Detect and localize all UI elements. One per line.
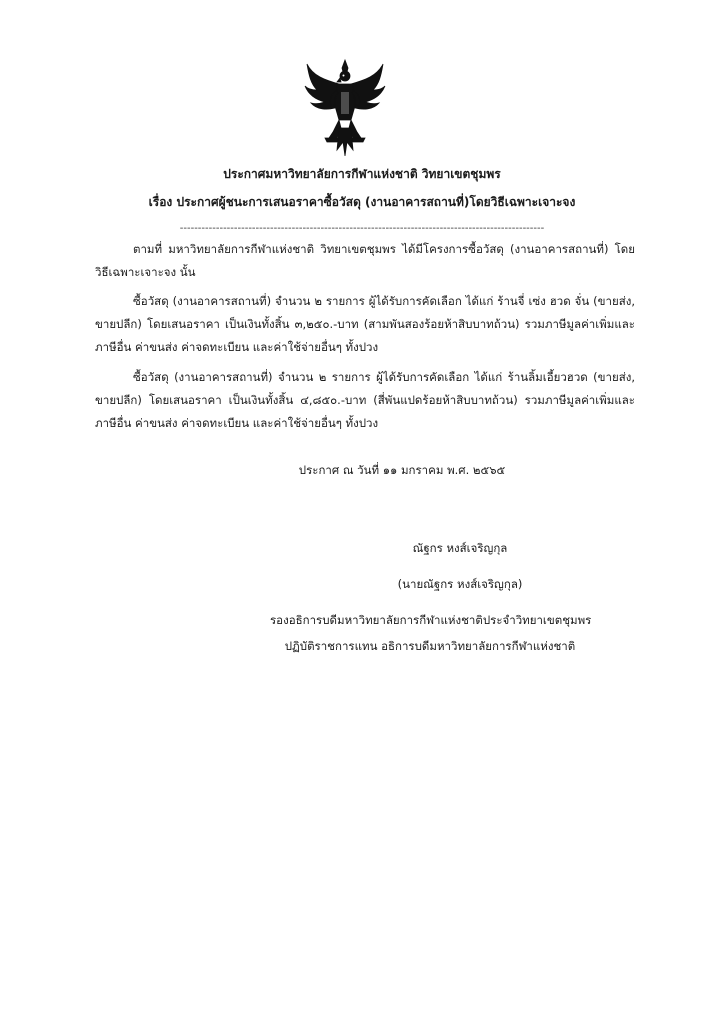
announcement-title: ประกาศมหาวิทยาลัยการกีฬาแห่งชาติ วิทยาเขตชุมพร bbox=[223, 167, 501, 181]
announcement-subject: เรื่อง ประกาศผู้ชนะการเสนอราคาซื้อวัสดุ (งานอาคารสถานที่)โดยวิธีเฉพาะเจาะจง bbox=[148, 195, 576, 209]
separator-line: ----------------------------------------------------------------------------------------------------- bbox=[179, 223, 545, 234]
announce-date: ประกาศ ณ วันที่ ๑๑ มกราคม พ.ศ. ๒๕๖๕ bbox=[298, 463, 506, 477]
garuda-emblem-icon bbox=[303, 58, 387, 158]
signer-signature: ณัฐกร หงส์เจริญกุล bbox=[412, 541, 508, 555]
paragraph-purchase-1: ซื้อวัสดุ (งานอาคารสถานที่) จำนวน ๒ รายการ ผู้ได้รับการคัดเลือก ได้แก่ ร้านจี่ เซ่ง ฮวด จั่น (ขายส่ง, ขายปลีก) โดยเสนอราคา เป็นเงินทั้งสิ้น ๓,๒๕๐.-บาท (สามพันสองร้อยห้าสิบบาทถ้วน) รวมภาษีมูลค่าเพิ่มและภาษีอื่น ค่าขนส่ง ค่าจดทะเบียน และค่าใช้จ่ายอื่นๆ ทั้งปวง bbox=[95, 294, 635, 354]
signer-position: รองอธิการบดีมหาวิทยาลัยการกีฬาแห่งชาติประจำวิทยาเขตชุมพร bbox=[270, 613, 592, 627]
paragraph-purchase-2: ซื้อวัสดุ (งานอาคารสถานที่) จำนวน ๒ รายการ ผู้ได้รับการคัดเลือก ได้แก่ ร้านลิ้มเอี้ยวฮวด (ขายส่ง, ขายปลีก) โดยเสนอราคา เป็นเงินทั้งสิ้น ๔,๘๕๐.-บาท (สี่พันแปดร้อยห้าสิบบาทถ้วน) รวมภาษีมูลค่าเพิ่มและภาษีอื่น ค่าขนส่ง ค่าจดทะเบียน และค่าใช้จ่ายอื่นๆ ทั้งปวง bbox=[95, 370, 635, 430]
signer-acting-position: ปฏิบัติราชการแทน อธิการบดีมหาวิทยาลัยการกีฬาแห่งชาติ bbox=[284, 639, 576, 653]
signer-printed-name: (นายณัฐกร หงส์เจริญกุล) bbox=[397, 577, 523, 591]
paragraph-intro: ตามที่ มหาวิทยาลัยการกีฬาแห่งชาติ วิทยาเขตชุมพร ได้มีโครงการซื้อวัสดุ (งานอาคารสถานที่) โดยวิธีเฉพาะเจาะจง นั้น bbox=[95, 242, 635, 279]
